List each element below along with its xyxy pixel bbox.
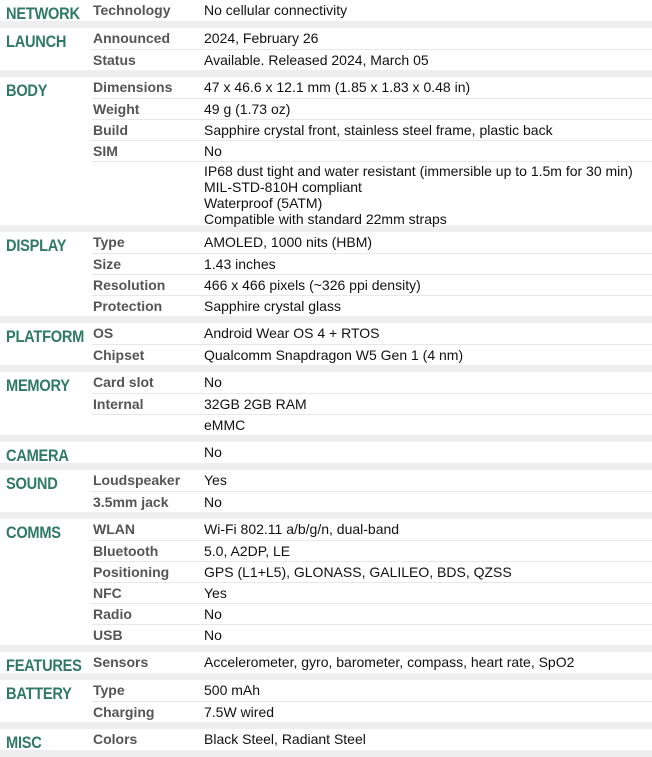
spec-value: GPS (L1+L5), GLONASS, GALILEO, BDS, QZSS [202, 561, 652, 582]
section-title[interactable]: FEATURES [6, 656, 82, 675]
spec-label [92, 161, 202, 225]
spec-label[interactable]: OS [93, 325, 114, 341]
spec-value: No [202, 491, 652, 512]
spec-label[interactable]: Internal [92, 393, 202, 414]
spec-row [0, 161, 652, 225]
section-title[interactable]: MEMORY [6, 376, 70, 395]
section-network [0, 0, 652, 28]
section-title-spacer [0, 624, 79, 645]
section-title-spacer [0, 540, 79, 561]
spec-value: 500 mAh [204, 682, 261, 698]
spec-value: Yes [204, 472, 227, 488]
spec-row [0, 253, 652, 274]
spec-row [0, 323, 652, 344]
spec-value: IP68 dust tight and water resistant (immersible up to 1.5m for 30 min) MIL-STD-810H compliant Waterproof (5ATM) Compatible with standard 22mm straps [202, 161, 652, 225]
section-title[interactable]: BODY [6, 81, 48, 100]
spec-label[interactable]: Status [92, 49, 202, 70]
spec-value: 466 x 466 pixels (~326 ppi density) [202, 274, 652, 295]
section-title-spacer [0, 161, 79, 225]
spec-value: AMOLED, 1000 nits (HBM) [204, 234, 373, 250]
section-title-spacer [0, 274, 79, 295]
spec-row [0, 274, 652, 295]
section-title-spacer [0, 603, 79, 624]
spec-label[interactable]: Type [93, 234, 125, 250]
section-title[interactable]: DISPLAY [6, 236, 67, 255]
section-title[interactable]: CAMERA [6, 446, 69, 465]
spec-value: 5.0, A2DP, LE [202, 540, 652, 561]
section-platform [0, 323, 652, 372]
section-title[interactable]: PLATFORM [6, 327, 85, 346]
spec-label[interactable]: WLAN [93, 521, 135, 537]
spec-value: Android Wear OS 4 + RTOS [204, 325, 380, 341]
spec-row [0, 393, 652, 414]
spec-label[interactable]: Bluetooth [92, 540, 202, 561]
spec-value: Black Steel, Radiant Steel [204, 731, 366, 747]
section-title[interactable]: BATTERY [6, 684, 72, 703]
spec-value: No [204, 444, 222, 460]
spec-value: Available. Released 2024, March 05 [202, 49, 652, 70]
section-launch [0, 28, 652, 77]
section-title[interactable]: SOUND [6, 474, 58, 493]
spec-row [0, 140, 652, 161]
section-title-spacer [0, 344, 79, 365]
section-title-spacer [0, 253, 79, 274]
spec-value: No [202, 624, 652, 645]
spec-value: No [202, 603, 652, 624]
spec-value: 32GB 2GB RAM [202, 393, 652, 414]
spec-row [0, 295, 652, 316]
spec-label [92, 442, 202, 463]
section-title-spacer [0, 49, 79, 70]
spec-value: 49 g (1.73 oz) [202, 98, 652, 119]
spec-value: Sapphire crystal glass [202, 295, 652, 316]
spec-row [0, 540, 652, 561]
spec-row [0, 491, 652, 512]
section-title[interactable]: MISC [6, 733, 42, 752]
section-title-spacer [0, 393, 79, 414]
spec-row [0, 624, 652, 645]
spec-row [0, 372, 652, 393]
spec-label[interactable]: Size [92, 253, 202, 274]
spec-row [0, 652, 652, 673]
spec-row [0, 680, 652, 701]
spec-row [0, 603, 652, 624]
spec-value: No [204, 374, 222, 390]
spec-value: Yes [202, 582, 652, 603]
section-title[interactable]: NETWORK [6, 4, 80, 23]
section-title[interactable]: COMMS [6, 523, 61, 542]
section-camera [0, 442, 652, 470]
section-comms [0, 519, 652, 652]
spec-value: 2024, February 26 [204, 30, 319, 46]
section-title-spacer [0, 701, 79, 722]
section-title-spacer [0, 98, 79, 119]
section-body [0, 77, 652, 232]
section-title-spacer [0, 119, 79, 140]
spec-value: Sapphire crystal front, stainless steel frame, plastic back [202, 119, 652, 140]
section-title-spacer [0, 414, 79, 435]
spec-label[interactable]: Card slot [93, 374, 154, 390]
section-title-spacer [0, 491, 79, 512]
spec-label[interactable]: Protection [92, 295, 202, 316]
spec-label[interactable]: USB [92, 624, 202, 645]
spec-row [0, 582, 652, 603]
spec-label [92, 414, 202, 435]
spec-row [0, 98, 652, 119]
section-title-spacer [0, 295, 79, 316]
spec-label[interactable]: Dimensions [93, 79, 173, 95]
section-title-spacer [0, 561, 79, 582]
spec-label[interactable]: Radio [92, 603, 202, 624]
spec-label[interactable]: Loudspeaker [93, 472, 181, 488]
spec-row [0, 442, 652, 463]
section-features [0, 652, 652, 680]
spec-row [0, 729, 652, 750]
section-title-spacer [0, 582, 79, 603]
section-sound [0, 470, 652, 519]
spec-row [0, 701, 652, 722]
spec-label[interactable]: Colors [93, 731, 138, 747]
spec-label[interactable]: Chipset [92, 344, 202, 365]
spec-value: eMMC [202, 414, 652, 435]
section-battery [0, 680, 652, 729]
spec-value: Accelerometer, gyro, barometer, compass, heart rate, SpO2 [204, 654, 575, 670]
spec-value: No [202, 140, 652, 161]
spec-row [0, 470, 652, 491]
spec-label[interactable]: Build [92, 119, 202, 140]
spec-row [0, 28, 652, 49]
spec-label[interactable]: Technology [93, 2, 171, 18]
spec-value: Wi-Fi 802.11 a/b/g/n, dual-band [204, 521, 400, 537]
spec-value: 7.5W wired [202, 701, 652, 722]
section-misc [0, 729, 652, 757]
section-display [0, 232, 652, 323]
spec-label[interactable]: Weight [92, 98, 202, 119]
spec-label[interactable]: Sensors [93, 654, 149, 670]
spec-value: 1.43 inches [202, 253, 652, 274]
spec-row [0, 414, 652, 435]
spec-row [0, 232, 652, 253]
spec-label[interactable]: Resolution [92, 274, 202, 295]
spec-row [0, 119, 652, 140]
spec-row [0, 0, 652, 21]
spec-label[interactable]: 3.5mm jack [92, 491, 202, 512]
spec-label[interactable]: Announced [93, 30, 170, 46]
spec-label[interactable]: Positioning [92, 561, 202, 582]
section-title[interactable]: LAUNCH [6, 32, 67, 51]
spec-label[interactable]: SIM [92, 140, 202, 161]
spec-label[interactable]: Type [93, 682, 125, 698]
spec-label[interactable]: NFC [92, 582, 202, 603]
spec-row [0, 519, 652, 540]
section-title-spacer [0, 140, 79, 161]
spec-row [0, 49, 652, 70]
spec-value: No cellular connectivity [204, 2, 348, 18]
section-memory [0, 372, 652, 442]
spec-row [0, 77, 652, 98]
spec-value: 47 x 46.6 x 12.1 mm (1.85 x 1.83 x 0.48 in) [204, 79, 471, 95]
spec-row [0, 561, 652, 582]
spec-label[interactable]: Charging [92, 701, 202, 722]
spec-value: Qualcomm Snapdragon W5 Gen 1 (4 nm) [202, 344, 652, 365]
spec-row [0, 344, 652, 365]
